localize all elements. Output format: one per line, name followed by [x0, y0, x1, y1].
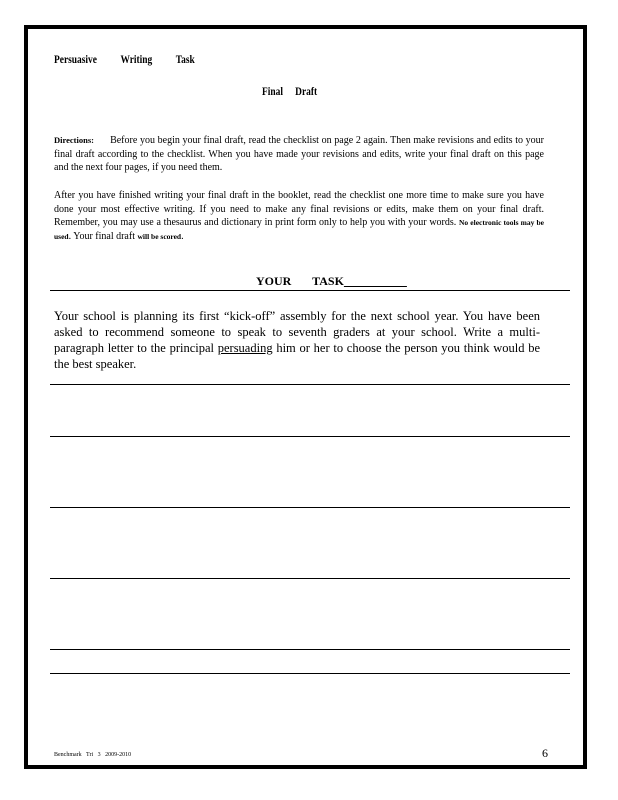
directions-text: Before you begin your final draft, read the checklist on page 2 again. Then make revisions and edits to your final draft according to the checklist. When you have made your revisions and edits, write your final draft on this page and the next four pages, if you need them. [54, 135, 544, 173]
footer-benchmark: Benchmark Tri 3 2009-2010 [54, 752, 132, 758]
no-electronic-tools-note: No electronic tools may be used [54, 218, 544, 241]
writing-line[interactable] [50, 673, 570, 674]
writing-line[interactable] [50, 507, 570, 508]
will-be-scored-note: will be scored [137, 231, 182, 241]
task-heading [256, 274, 407, 289]
task-heading-text: YOUR TASK [256, 274, 344, 288]
writing-line[interactable] [50, 649, 570, 650]
task-prompt-end: him or her to choose the person you think would be the best speaker. [54, 341, 540, 371]
persuading-underlined: persuading [217, 341, 273, 355]
after-paragraph-text: After you have finished writing your final draft in the booklet, read the checklist one more time to make sure you have done your most effective writing. If you need to make any final revisions or edits, make them on your final draft. Remember, you may use a thesaurus and dictionary in print form only to help you with your words. [54, 190, 544, 228]
directions-paragraph [54, 134, 544, 175]
task-prompt-text: Your school is planning its first “kick-off” assembly for the next school year. You have been asked to recommend someone to speak to seventh graders at your school. Write a multi-paragraph letter to the principal [54, 309, 540, 355]
directions-label: Directions: [54, 135, 94, 145]
page-number: 6 [542, 746, 548, 760]
writing-line[interactable] [50, 384, 570, 385]
task-prompt [54, 308, 540, 372]
writing-line[interactable] [50, 436, 570, 437]
task-heading-rule [50, 290, 570, 291]
after-paragraph-end: . [181, 230, 184, 242]
writing-line[interactable] [50, 578, 570, 579]
after-paragraph [54, 189, 544, 243]
document-subtitle: Final Draft [262, 86, 318, 98]
document-title: Persuasive Writing Task [54, 54, 195, 66]
after-paragraph-middle: . Your final draft [68, 230, 135, 242]
